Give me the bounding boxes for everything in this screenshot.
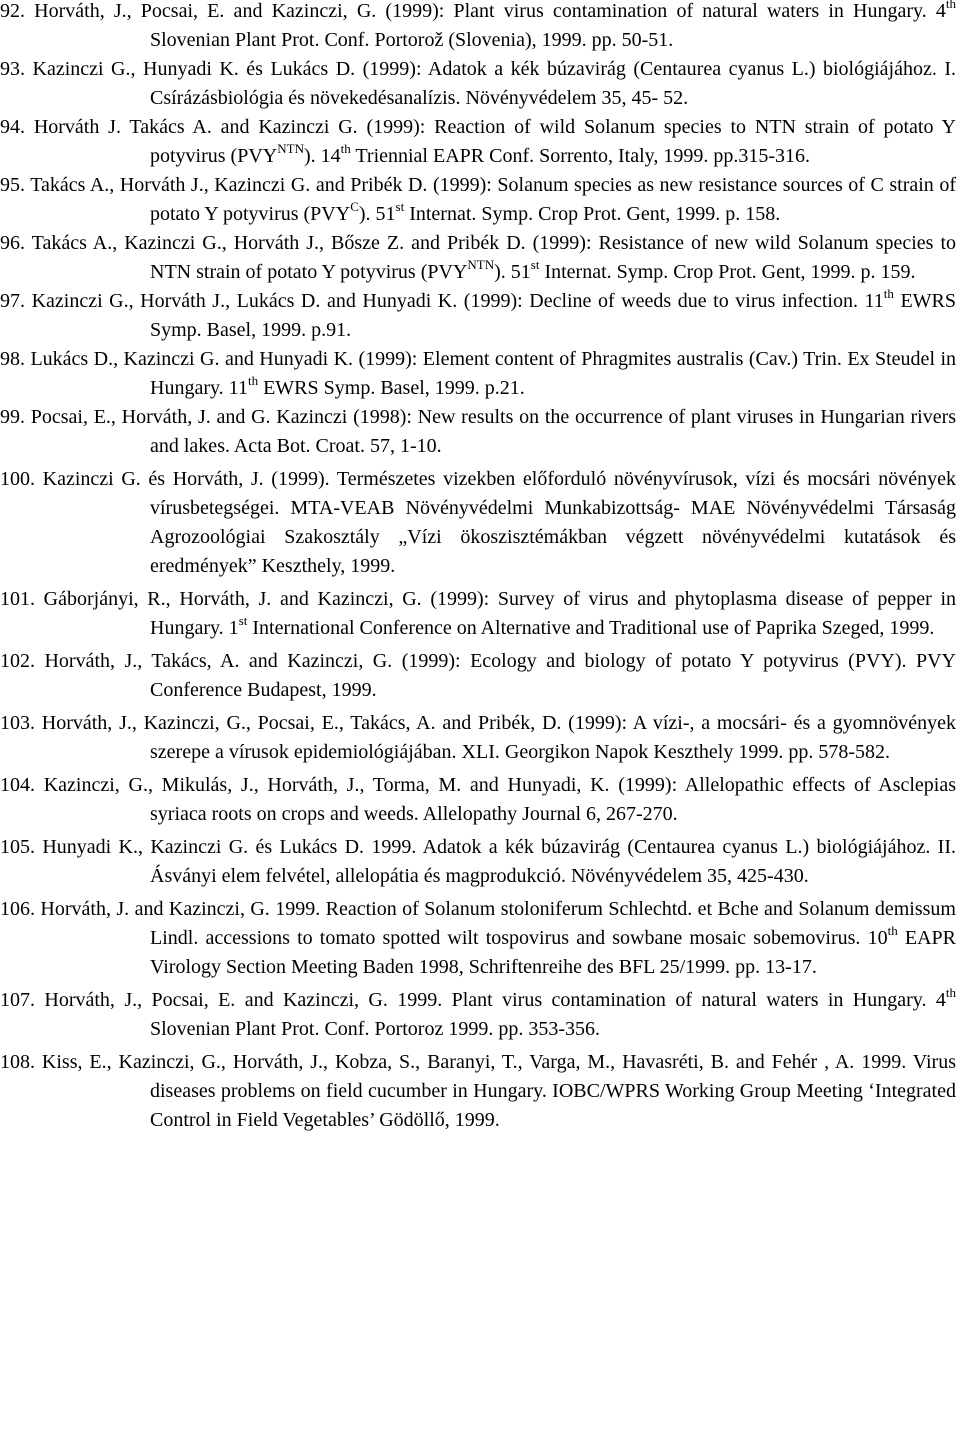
reference-text: Horváth J. Takács A. and Kazinczi G. (1999): Reaction of wild Solanum species to NTN strain of potato Y potyvirus (PVY bbox=[33, 116, 956, 167]
reference-item bbox=[0, 0, 956, 55]
reference-number: 106. bbox=[0, 898, 35, 920]
reference-text: Kazinczi, G., Mikulás, J., Horváth, J., Torma, M. and Hunyadi, K. (1999): Allelopathic effects of Asclepias syriaca roots on crops and weeds. Allelopathy Journal 6, 267-270. bbox=[43, 774, 956, 825]
reference-item bbox=[0, 986, 956, 1044]
reference-item bbox=[0, 585, 956, 643]
reference-item bbox=[0, 647, 956, 705]
reference-number: 100. bbox=[0, 468, 35, 490]
reference-superscript: st bbox=[238, 613, 248, 629]
reference-item bbox=[0, 287, 956, 345]
reference-item bbox=[0, 709, 956, 767]
reference-number: 101. bbox=[0, 588, 35, 610]
reference-text: Horváth, J., Kazinczi, G., Pocsai, E., Takács, A. and Pribék, D. (1999): A vízi-, a mocsári- és a gyomnövények szerepe a vírusok epidemiológiájában. XLI. Georgikon Napok Keszthely 1999. pp. 578-582. bbox=[41, 712, 956, 763]
reference-number: 93. bbox=[0, 58, 25, 80]
reference-text: Internat. Symp. Crop Prot. Gent, 1999. p. 159. bbox=[539, 261, 916, 283]
reference-item bbox=[0, 345, 956, 403]
reference-superscript: NTN bbox=[277, 141, 304, 157]
reference-text: Takács A., Kazinczi G., Horváth J., Bősze Z. and Pribék D. (1999): Resistance of new wild Solanum species to NTN strain of potato Y potyvirus (PVY bbox=[31, 232, 956, 283]
reference-text: Kazinczi G., Hunyadi K. és Lukács D. (1999): Adatok a kék búzavirág (Centaurea cyanus L.) biológiájához. I. Csírázásbiológia és növekedésanalízis. Növényvédelem 35, 45- 52. bbox=[32, 58, 957, 109]
reference-number: 108. bbox=[0, 1051, 35, 1073]
reference-text: Horváth, J., Pocsai, E. and Kazinczi, G. 1999. Plant virus contamination of natural waters in Hungary. 4 bbox=[44, 989, 946, 1011]
reference-number: 92. bbox=[0, 0, 25, 22]
reference-superscript: th bbox=[945, 0, 957, 12]
reference-number: 97. bbox=[0, 290, 25, 312]
reference-text: Kazinczi G. és Horváth, J. (1999). Természetes vizekben előforduló növényvírusok, vízi és mocsári növények vírusbetegségei. MTA-VEAB Növényvédelmi Munkabizottság- MAE Növényvédelmi Társaság Agrozoológiai Szakosztály „Vízi ökoszisztémákban végzett növényvédelmi kutatások és eredmények” Keszthely, 1999. bbox=[42, 468, 956, 577]
reference-text: EAPR Virology Section Meeting Baden 1998, Schriftenreihe des BFL 25/1999. pp. 13-17. bbox=[150, 927, 956, 978]
reference-text: Slovenian Plant Prot. Conf. Portorož (Slovenia), 1999. pp. 50-51. bbox=[150, 29, 674, 51]
reference-text: EWRS Symp. Basel, 1999. p.91. bbox=[150, 290, 957, 341]
reference-text: Takács A., Horváth J., Kazinczi G. and Pribék D. (1999): Solanum species as new resistance sources of C strain of potato Y potyvirus (PVY bbox=[30, 174, 957, 225]
reference-text: Kazinczi G., Horváth J., Lukács D. and Hunyadi K. (1999): Decline of weeds due to virus infection. 11 bbox=[31, 290, 884, 312]
reference-superscript: th bbox=[247, 373, 259, 389]
reference-item bbox=[0, 55, 956, 113]
reference-text: Pocsai, E., Horváth, J. and G. Kazinczi (1998): New results on the occurrence of plant viruses in Hungarian rivers and lakes. Acta Bot. Croat. 57, 1-10. bbox=[30, 406, 957, 457]
reference-item bbox=[0, 1048, 956, 1135]
reference-text: Gáborjányi, R., Horváth, J. and Kazinczi, G. (1999): Survey of virus and phytoplasma disease of pepper in Hungary. 1 bbox=[43, 588, 957, 639]
reference-number: 105. bbox=[0, 836, 35, 858]
reference-item bbox=[0, 895, 956, 982]
reference-text: Internat. Symp. Crop Prot. Gent, 1999. p. 158. bbox=[404, 203, 781, 225]
reference-text: Kiss, E., Kazinczi, G., Horváth, J., Kobza, S., Baranyi, T., Varga, M., Havasréti, B. and Fehér , A. 1999. Virus diseases problems on field cucumber in Hungary. IOBC/WPRS Working Group Meeting ‘Integrated Control in Field Vegetables’ Gödöllő, 1999. bbox=[41, 1051, 957, 1131]
reference-number: 95. bbox=[0, 174, 25, 196]
reference-text: Lukács D., Kazinczi G. and Hunyadi K. (1999): Element content of Phragmites australis (Cav.) Trin. Ex Steudel in Hungary. 11 bbox=[30, 348, 956, 399]
reference-item bbox=[0, 403, 956, 461]
reference-text: ). 14 bbox=[303, 145, 341, 167]
reference-text: Hunyadi K., Kazinczi G. és Lukács D. 1999. Adatok a kék búzavirág (Centaurea cyanus L.) biológiájához. II. Ásványi elem felvétel, allelopátia és magprodukció. Növényvédelem 35, 425-430. bbox=[42, 836, 957, 887]
reference-superscript: th bbox=[883, 286, 894, 302]
reference-text: Horváth, J., Pocsai, E. and Kazinczi, G. (1999): Plant virus contamination of natural waters in Hungary. 4 bbox=[34, 0, 946, 22]
reference-item bbox=[0, 833, 956, 891]
reference-number: 104. bbox=[0, 774, 35, 796]
reference-text: International Conference on Alternative and Traditional use of Paprika Szeged, 1999. bbox=[247, 617, 935, 639]
reference-number: 94. bbox=[0, 116, 25, 138]
reference-text: Horváth, J. and Kazinczi, G. 1999. Reaction of Solanum stoloniferum Schlechtd. et Bche and Solanum demissum Lindl. accessions to tomato spotted wilt tospovirus and sowbane mosaic sobemovirus. 10 bbox=[40, 898, 956, 949]
reference-number: 96. bbox=[0, 232, 25, 254]
reference-text: ). 51 bbox=[494, 261, 531, 283]
reference-text: Slovenian Plant Prot. Conf. Portoroz 1999. pp. 353-356. bbox=[150, 1018, 600, 1040]
reference-superscript: th bbox=[945, 985, 956, 1001]
reference-superscript: C bbox=[350, 199, 359, 215]
reference-item bbox=[0, 229, 956, 287]
reference-item bbox=[0, 113, 956, 171]
reference-text: Triennial EAPR Conf. Sorrento, Italy, 1999. pp.315-316. bbox=[350, 145, 810, 167]
reference-item bbox=[0, 771, 956, 829]
reference-number: 98. bbox=[0, 348, 25, 370]
reference-superscript: th bbox=[887, 923, 898, 939]
reference-text: ). 51 bbox=[358, 203, 396, 225]
reference-superscript: st bbox=[530, 257, 540, 273]
reference-superscript: st bbox=[395, 199, 405, 215]
reference-number: 102. bbox=[0, 650, 35, 672]
reference-number: 103. bbox=[0, 712, 35, 734]
reference-text: Horváth, J., Takács, A. and Kazinczi, G. (1999): Ecology and biology of potato Y potyvirus (PVY). PVY Conference Budapest, 1999. bbox=[44, 650, 956, 701]
reference-number: 107. bbox=[0, 989, 35, 1011]
reference-superscript: NTN bbox=[467, 257, 495, 273]
reference-number: 99. bbox=[0, 406, 25, 428]
reference-superscript: th bbox=[340, 141, 351, 157]
reference-item bbox=[0, 465, 956, 581]
reference-text: EWRS Symp. Basel, 1999. p.21. bbox=[258, 377, 525, 399]
reference-item bbox=[0, 171, 956, 229]
